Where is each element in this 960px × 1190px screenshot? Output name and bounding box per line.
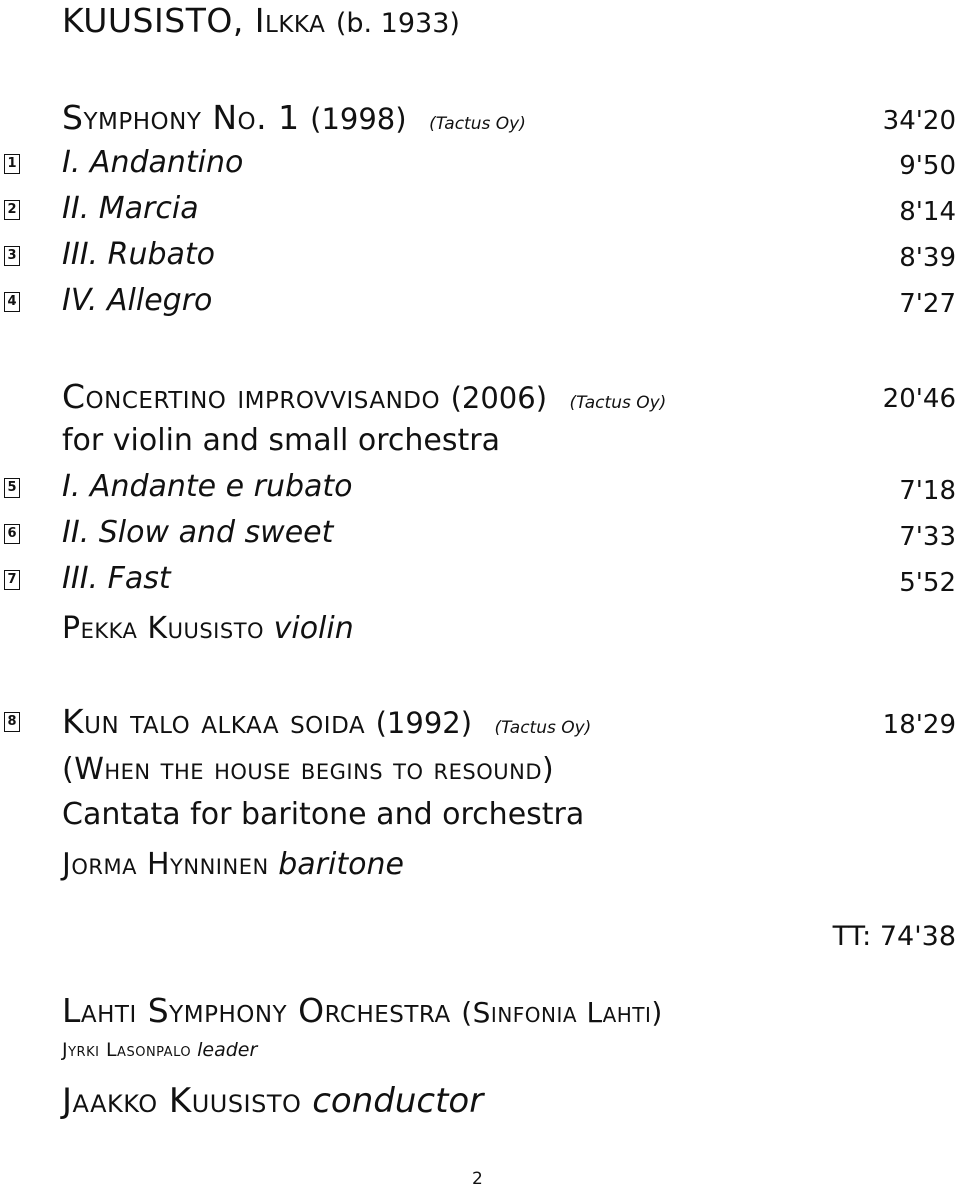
page-number: 2 (472, 1169, 483, 1189)
work-name: Symphony No. 1 (62, 98, 300, 137)
orchestra-alt-name: (Sinfonia Lahti) (461, 996, 663, 1029)
work-translation: (When the house begins to resound) (62, 752, 555, 787)
movement-duration: 5'52 (899, 568, 956, 598)
track-number: 2 (4, 200, 20, 220)
movement-duration: 9'50 (899, 151, 956, 181)
movement-title: III. Fast (62, 561, 171, 596)
movement-duration: 7'18 (899, 476, 956, 506)
composer-dates: (b. 1933) (335, 8, 460, 39)
movement-title: II. Slow and sweet (62, 515, 334, 550)
movement-duration: 7'27 (899, 289, 956, 319)
movement-title: I. Andantino (62, 145, 244, 180)
track-number: 6 (4, 524, 20, 544)
leader-line (62, 1041, 257, 1060)
work-subtitle: for violin and small orchestra (62, 423, 500, 458)
work-publisher: (Tactus Oy) (494, 718, 592, 738)
orchestra-name: Lahti Symphony Orchestra (62, 991, 451, 1030)
performer-line (62, 611, 354, 646)
movement-title: IV. Allegro (62, 283, 213, 318)
work-duration: 20'46 (882, 384, 956, 414)
performer-line (62, 847, 404, 882)
work-duration: 18'29 (882, 710, 956, 740)
work-duration: 34'20 (882, 106, 956, 136)
movement-duration: 8'14 (899, 197, 956, 227)
performer-name: Jorma Hynninen (62, 847, 269, 882)
orchestra-line (62, 991, 663, 1030)
performer-role: violin (273, 611, 354, 646)
composer-name: KUUSISTO, Ilkka (62, 1, 326, 40)
movement-duration: 7'33 (899, 522, 956, 552)
work-name: Kun talo alkaa soida (62, 702, 366, 741)
track-number: 1 (4, 154, 20, 174)
movement-title: II. Marcia (62, 191, 199, 226)
composer-heading (62, 1, 460, 40)
work-year: (1998) (310, 102, 407, 136)
movement-title: I. Andante e rubato (62, 469, 353, 504)
track-number: 5 (4, 478, 20, 498)
movement-duration: 8'39 (899, 243, 956, 273)
work-subtitle: Cantata for baritone and orchestra (62, 797, 585, 832)
performer-name: Pekka Kuusisto (62, 611, 265, 646)
work-name: Concertino improvvisando (62, 377, 441, 416)
work-year: (2006) (450, 381, 548, 415)
work-year: (1992) (375, 706, 473, 740)
conductor-line (62, 1081, 484, 1121)
track-number: 3 (4, 246, 20, 266)
track-number: 4 (4, 292, 20, 312)
work-publisher: (Tactus Oy) (569, 393, 667, 413)
movement-title: III. Rubato (62, 237, 216, 272)
work-title (62, 98, 526, 137)
conductor-role: conductor (312, 1081, 484, 1121)
track-number: 8 (4, 712, 20, 732)
performer-role: baritone (278, 847, 404, 882)
work-title (62, 702, 592, 741)
conductor-name: Jaakko Kuusisto (62, 1081, 302, 1121)
leader-role: leader (197, 1039, 258, 1061)
work-title (62, 377, 667, 416)
track-number: 7 (4, 570, 20, 590)
leader-name: Jyrki Lasonpalo (62, 1039, 192, 1061)
total-time: TT: 74'38 (832, 921, 956, 952)
work-publisher: (Tactus Oy) (429, 114, 526, 134)
